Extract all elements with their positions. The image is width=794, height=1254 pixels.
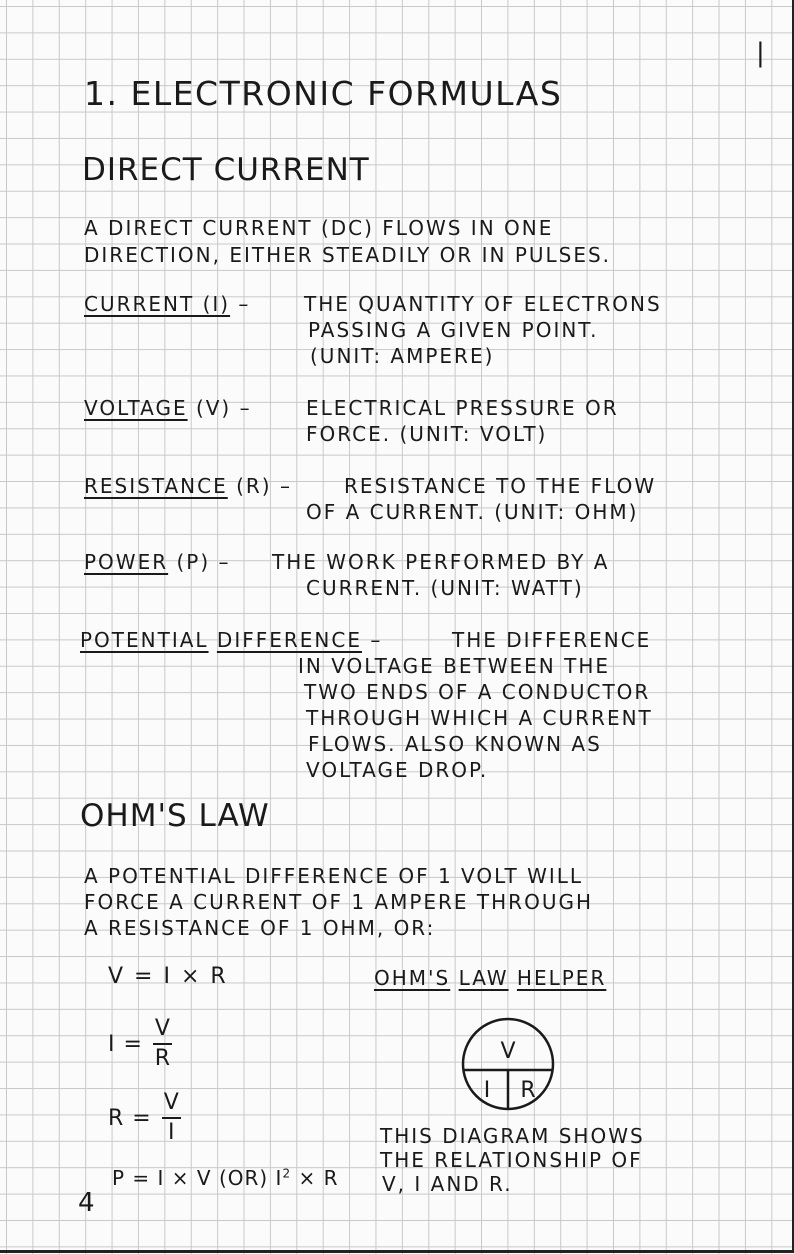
helper-heading-word: HELPER bbox=[516, 966, 607, 990]
definition-line: CURRENT. (UNIT: WATT) bbox=[306, 576, 584, 600]
ohms-text-line: A POTENTIAL DIFFERENCE OF 1 VOLT WILL bbox=[84, 864, 584, 888]
term-difference: DIFFERENCE bbox=[216, 628, 362, 652]
definition-line: TWO ENDS OF A CONDUCTOR bbox=[304, 680, 651, 704]
formula-power bbox=[112, 1166, 338, 1190]
helper-heading-word: LAW bbox=[458, 966, 509, 990]
definition-line: (UNIT: AMPERE) bbox=[310, 344, 495, 368]
term-voltage: VOLTAGE bbox=[84, 396, 188, 420]
definition-line: FORCE. (UNIT: VOLT) bbox=[306, 422, 548, 446]
fraction bbox=[162, 1092, 181, 1144]
fraction-denominator: I bbox=[168, 1120, 175, 1145]
ohms-law-circle-diagram bbox=[460, 1016, 556, 1112]
formula-lhs: I = bbox=[108, 1031, 143, 1057]
definition-line: RESISTANCE TO THE FLOW bbox=[344, 474, 657, 498]
formula-exponent: 2 bbox=[282, 1166, 292, 1181]
term-symbol: (P) – bbox=[168, 550, 231, 574]
formula-current bbox=[108, 1018, 172, 1070]
ohms-text-line: FORCE A CURRENT OF 1 AMPERE THROUGH bbox=[84, 890, 593, 914]
definition-line: VOLTAGE DROP. bbox=[306, 758, 489, 782]
page-title: 1. ELECTRONIC FORMULAS bbox=[84, 74, 563, 113]
helper-caption-line: THIS DIAGRAM SHOWS bbox=[380, 1124, 645, 1148]
definition-line: THE DIFFERENCE bbox=[452, 628, 652, 652]
fraction-numerator: V bbox=[153, 1018, 172, 1045]
helper-label-i: I bbox=[483, 1078, 491, 1103]
term-symbol: (V) – bbox=[187, 396, 252, 420]
helper-label-v: V bbox=[500, 1039, 516, 1064]
fraction bbox=[153, 1018, 172, 1070]
helper-label-r: R bbox=[520, 1078, 536, 1103]
ohms-text-line: A RESISTANCE OF 1 OHM, OR: bbox=[84, 916, 436, 940]
section-heading-ohms-law: OHM'S LAW bbox=[80, 798, 270, 834]
fraction-numerator: V bbox=[162, 1092, 181, 1119]
page-corner-mark: | bbox=[756, 38, 766, 68]
term-symbol: (R) – bbox=[227, 474, 292, 498]
helper-caption-line: V, I AND R. bbox=[382, 1172, 513, 1196]
helper-caption-line: THE RELATIONSHIP OF bbox=[380, 1148, 643, 1172]
helper-heading bbox=[374, 966, 606, 990]
term-resistance: RESISTANCE bbox=[84, 474, 228, 498]
definition-line: PASSING A GIVEN POINT. bbox=[308, 318, 599, 342]
definition-line: THE WORK PERFORMED BY A bbox=[272, 550, 610, 574]
definition-dash: – bbox=[230, 292, 251, 316]
definition-line: THE QUANTITY OF ELECTRONS bbox=[304, 292, 662, 316]
helper-heading-word: OHM'S bbox=[374, 966, 451, 990]
term-current: CURRENT (I) bbox=[84, 292, 231, 316]
intro-line: DIRECTION, EITHER STEADILY OR IN PULSES. bbox=[84, 243, 612, 267]
formula-resistance bbox=[108, 1092, 181, 1144]
definition-dash: – bbox=[361, 628, 383, 652]
section-heading-direct-current: DIRECT CURRENT bbox=[82, 152, 370, 188]
formula-voltage: V = I × R bbox=[108, 964, 228, 989]
term-potential: POTENTIAL bbox=[80, 628, 209, 652]
formula-lhs: R = bbox=[108, 1105, 152, 1131]
fraction-denominator: R bbox=[154, 1046, 171, 1071]
term-power: POWER bbox=[84, 550, 169, 574]
formula-power-part: P = I × V (OR) I bbox=[112, 1166, 283, 1190]
definition-line: THROUGH WHICH A CURRENT bbox=[306, 706, 653, 730]
page-number: 4 bbox=[78, 1188, 96, 1218]
definition-line: IN VOLTAGE BETWEEN THE bbox=[298, 654, 610, 678]
formula-power-part: × R bbox=[291, 1166, 339, 1190]
definition-line: ELECTRICAL PRESSURE OR bbox=[306, 396, 619, 420]
definition-line: FLOWS. ALSO KNOWN AS bbox=[308, 732, 602, 756]
definition-line: OF A CURRENT. (UNIT: OHM) bbox=[306, 500, 639, 524]
intro-line: A DIRECT CURRENT (DC) FLOWS IN ONE bbox=[84, 216, 554, 240]
